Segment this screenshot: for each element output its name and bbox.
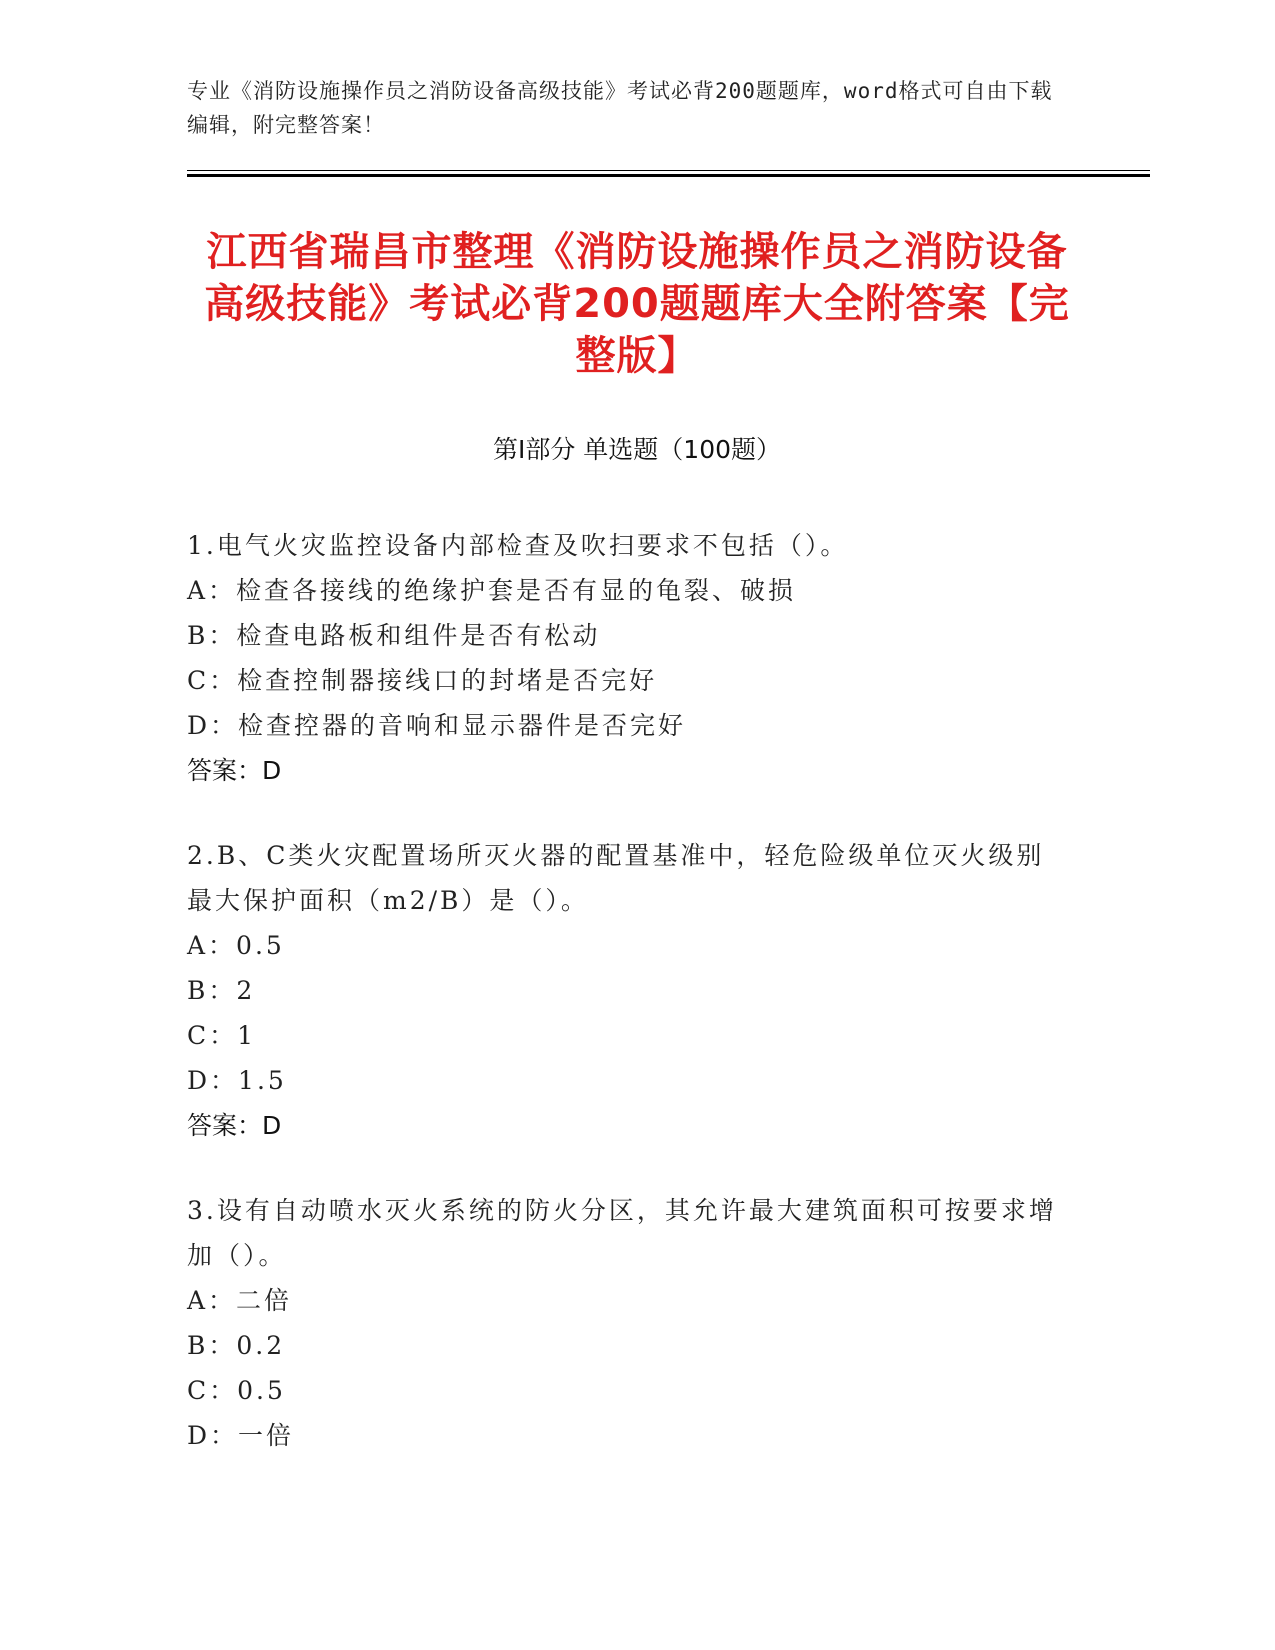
answer: 答案：D [187,756,282,785]
answer: 答案：D [187,1111,282,1140]
option-b: B：2 [187,976,256,1005]
option-c: C：0.5 [187,1376,286,1405]
option-d: D：1.5 [187,1066,287,1095]
header-rule-thin [187,170,1150,171]
question-text: 1.电气火灾监控设备内部检查及吹扫要求不包括（）。 [187,531,849,560]
option-d: D：检查控器的音响和显示器件是否完好 [187,711,687,740]
option-b: B：0.2 [187,1331,286,1360]
option-a: A：0.5 [187,931,285,960]
question-text: 3.设有自动喷水灭火系统的防火分区，其允许最大建筑面积可按要求增加（）。 [187,1196,1057,1270]
option-c: C：检查控制器接线口的封堵是否完好 [187,666,658,695]
option-c: C：1 [187,1021,257,1050]
question-2 [187,833,1067,1148]
option-b: B：检查电路板和组件是否有松动 [187,621,601,650]
section-heading: 第I部分 单选题（100题） [492,435,782,464]
document-title: 江西省瑞昌市整理《消防设施操作员之消防设备高级技能》考试必背200题题库大全附答案【完整版】 [204,229,1070,379]
option-d: D：一倍 [187,1421,295,1450]
option-a: A：二倍 [187,1286,293,1315]
question-text: 2.B、C类火灾配置场所灭火器的配置基准中，轻危险级单位灭火级别最大保护面积（m2/B）是（）。 [187,841,1045,915]
question-list [187,523,1067,1498]
question-1 [187,523,1067,793]
header-note: 专业《消防设施操作员之消防设备高级技能》考试必背200题题库，word格式可自由下载编辑，附完整答案！ [187,79,1053,137]
option-a: A：检查各接线的绝缘护套是否有显的龟裂、破损 [187,576,797,605]
header-rule-thick [187,174,1150,177]
question-3 [187,1188,1067,1458]
